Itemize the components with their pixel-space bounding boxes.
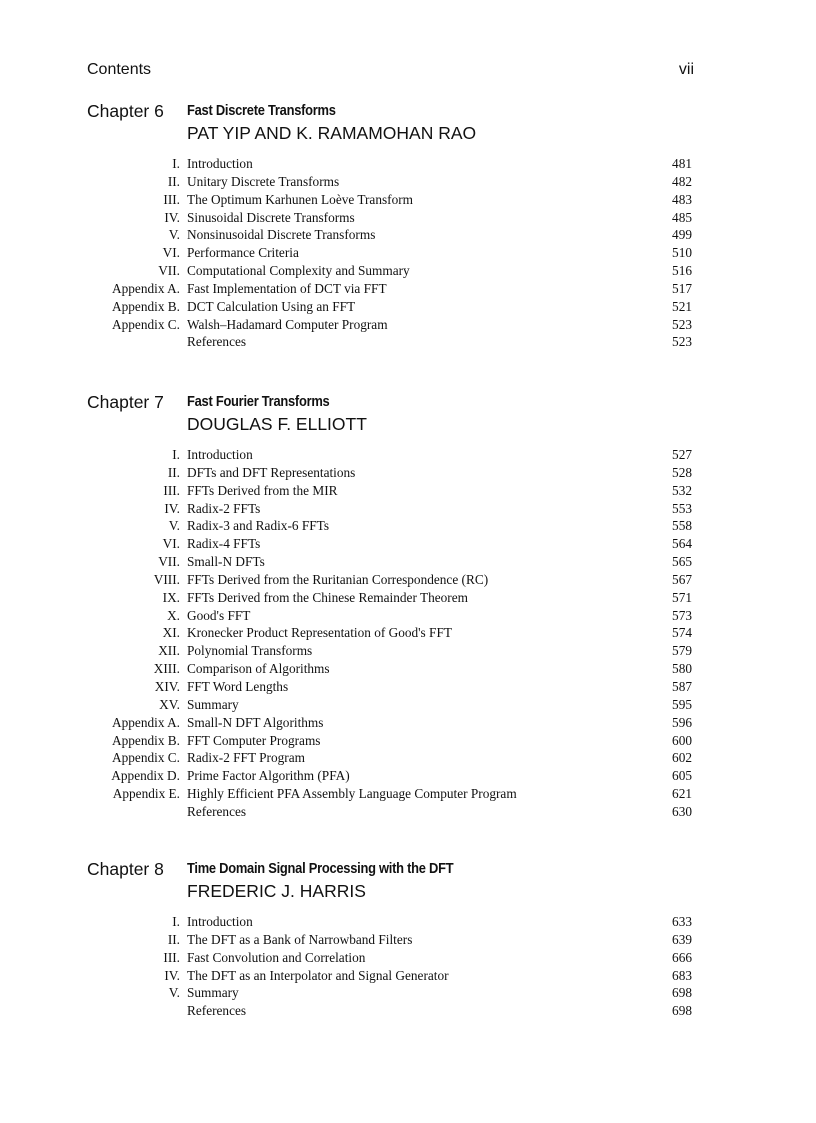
section-page-number: 579	[672, 643, 692, 659]
section-number: III.	[163, 949, 180, 965]
section-page-number: 521	[672, 298, 692, 314]
section-title: References	[187, 334, 247, 350]
section-title: FFTs Derived from the Ruritanian Correspondence (RC)	[187, 571, 489, 587]
section-title: Kronecker Product Representation of Good's FFT	[187, 625, 452, 641]
chapter-title: Time Domain Signal Processing with the DFT	[187, 860, 454, 877]
chapter-heading	[0, 101, 816, 149]
section-number: VI.	[162, 536, 180, 552]
chapter-section	[0, 392, 816, 821]
toc-entry	[0, 209, 816, 227]
toc-entry	[0, 500, 816, 518]
section-number: I.	[172, 914, 180, 929]
section-page-number: 510	[672, 245, 692, 261]
toc-entry	[0, 607, 816, 625]
section-page-number: 596	[672, 714, 692, 730]
section-page-number: 499	[672, 227, 692, 243]
section-page-number: 571	[672, 589, 692, 605]
section-number: Appendix A.	[112, 280, 180, 296]
toc-entry	[0, 298, 816, 316]
section-page-number: 605	[672, 768, 692, 784]
toc-entry	[0, 446, 816, 464]
page-number: vii	[678, 61, 694, 78]
section-number: IV.	[164, 500, 180, 516]
toc-entry	[0, 732, 816, 750]
section-number: Appendix D.	[111, 768, 180, 784]
section-page-number: 517	[672, 280, 692, 296]
section-title: Polynomial Transforms	[187, 643, 313, 659]
section-page-number: 574	[672, 625, 692, 641]
section-title: Highly Efficient PFA Assembly Language Computer Program	[187, 786, 517, 802]
toc-entry	[0, 1002, 816, 1020]
chapter-heading	[0, 392, 816, 440]
section-page-number: 532	[672, 482, 692, 498]
section-number: IV.	[164, 967, 180, 983]
section-title: Introduction	[187, 447, 253, 462]
section-title: Fast Convolution and Correlation	[187, 949, 366, 965]
chapter-section	[0, 859, 816, 1020]
section-title: FFTs Derived from the Chinese Remainder Theorem	[187, 589, 468, 605]
section-number: Appendix C.	[112, 750, 180, 766]
section-number: II.	[167, 173, 180, 189]
section-number: II.	[167, 464, 180, 480]
section-page-number: 565	[672, 554, 692, 570]
toc-entry	[0, 244, 816, 262]
section-title: The DFT as an Interpolator and Signal Generator	[187, 967, 449, 983]
section-page-number: 600	[672, 732, 692, 748]
chapter-title: Fast Fourier Transforms	[187, 393, 330, 410]
section-number: IV.	[164, 209, 180, 225]
toc-entry	[0, 535, 816, 553]
toc-entry	[0, 803, 816, 821]
section-page-number: 523	[672, 316, 692, 332]
section-title: Nonsinusoidal Discrete Transforms	[187, 227, 376, 243]
section-page-number: 483	[672, 191, 692, 207]
section-title: Sinusoidal Discrete Transforms	[187, 209, 355, 225]
section-page-number: 698	[672, 1003, 692, 1019]
toc-entry	[0, 642, 816, 660]
toc-entry	[0, 696, 816, 714]
section-title: DCT Calculation Using an FFT	[187, 298, 356, 314]
section-title: Radix-2 FFTs	[187, 500, 261, 516]
section-number: IX.	[162, 589, 180, 605]
toc-entry	[0, 984, 816, 1002]
section-number: VI.	[162, 245, 180, 261]
toc-entry	[0, 931, 816, 949]
toc-entry	[0, 967, 816, 985]
section-page-number: 666	[672, 949, 692, 965]
section-page-number: 639	[672, 931, 692, 947]
running-head-title: Contents	[87, 61, 152, 78]
section-title: The DFT as a Bank of Narrowband Filters	[187, 931, 413, 947]
toc-entry	[0, 280, 816, 298]
chapter-author: DOUGLAS F. ELLIOTT	[187, 414, 367, 434]
chapter-label: Chapter 7	[87, 392, 164, 412]
toc-entry	[0, 624, 816, 642]
section-title: Comparison of Algorithms	[187, 661, 330, 677]
section-number: XIV.	[154, 678, 180, 694]
toc-entry	[0, 155, 816, 173]
chapter-author: PAT YIP AND K. RAMAMOHAN RAO	[187, 123, 477, 143]
toc-entry	[0, 913, 816, 931]
section-title: References	[187, 1003, 247, 1019]
section-number: III.	[163, 482, 180, 498]
section-page-number: 567	[672, 571, 692, 587]
section-page-number: 621	[672, 786, 692, 802]
section-title: FFT Word Lengths	[187, 678, 289, 694]
section-number: V.	[168, 985, 180, 1001]
section-page-number: 523	[672, 334, 692, 350]
toc-entries	[0, 913, 816, 1020]
section-title: Computational Complexity and Summary	[187, 263, 410, 279]
section-number: V.	[168, 227, 180, 243]
toc-entry	[0, 333, 816, 351]
section-page-number: 481	[672, 156, 692, 171]
section-number: VII.	[158, 263, 180, 279]
section-title: Small-N DFTs	[187, 554, 265, 570]
section-title: Radix-2 FFT Program	[187, 750, 305, 766]
section-title: References	[187, 803, 247, 819]
section-number: Appendix E.	[112, 786, 180, 802]
section-page-number: 633	[672, 914, 692, 929]
section-title: Introduction	[187, 914, 253, 929]
section-title: Summary	[187, 985, 239, 1001]
toc-entry	[0, 678, 816, 696]
section-number: VII.	[158, 554, 180, 570]
section-page-number: 602	[672, 750, 692, 766]
section-number: I.	[172, 447, 180, 462]
section-page-number: 630	[672, 803, 692, 819]
toc-entry	[0, 553, 816, 571]
section-page-number: 595	[672, 696, 692, 712]
section-number: Appendix A.	[112, 714, 180, 730]
section-page-number: 558	[672, 518, 692, 534]
section-title: Small-N DFT Algorithms	[187, 714, 324, 730]
toc-entry	[0, 571, 816, 589]
toc-entry	[0, 767, 816, 785]
toc-entry	[0, 482, 816, 500]
section-page-number: 528	[672, 464, 692, 480]
section-title: Radix-3 and Radix-6 FFTs	[187, 518, 330, 534]
toc-entry	[0, 749, 816, 767]
running-head	[87, 61, 694, 83]
toc-entry	[0, 785, 816, 803]
section-page-number: 573	[672, 607, 692, 623]
toc-entry	[0, 191, 816, 209]
toc-entry	[0, 226, 816, 244]
section-title: Introduction	[187, 156, 253, 171]
section-number: X.	[167, 607, 180, 623]
section-title: Fast Implementation of DCT via FFT	[187, 280, 387, 296]
toc-entries	[0, 446, 816, 821]
section-number: VIII.	[153, 571, 180, 587]
chapter-label: Chapter 6	[87, 101, 164, 121]
section-page-number: 485	[672, 209, 692, 225]
section-number: Appendix B.	[112, 298, 180, 314]
section-page-number: 527	[672, 447, 692, 462]
chapter-author: FREDERIC J. HARRIS	[187, 881, 366, 901]
toc-entry	[0, 262, 816, 280]
section-page-number: 482	[672, 173, 692, 189]
section-number: XI.	[162, 625, 180, 641]
toc-entry	[0, 173, 816, 191]
toc-entry	[0, 517, 816, 535]
section-number: XIII.	[153, 661, 180, 677]
section-number: Appendix B.	[112, 732, 180, 748]
section-number: V.	[168, 518, 180, 534]
section-title: The Optimum Karhunen Loève Transform	[187, 191, 414, 207]
section-page-number: 683	[672, 967, 692, 983]
toc-entry	[0, 660, 816, 678]
section-title: Summary	[187, 696, 239, 712]
toc-entry	[0, 464, 816, 482]
section-number: II.	[167, 931, 180, 947]
toc-entry	[0, 316, 816, 334]
toc-entry	[0, 589, 816, 607]
section-title: Radix-4 FFTs	[187, 536, 261, 552]
section-page-number: 698	[672, 985, 692, 1001]
chapter-label: Chapter 8	[87, 859, 164, 879]
section-title: Prime Factor Algorithm (PFA)	[187, 768, 350, 784]
section-title: Good's FFT	[187, 607, 251, 623]
section-page-number: 587	[672, 678, 692, 694]
section-title: Performance Criteria	[187, 245, 299, 261]
chapter-section	[0, 101, 816, 351]
section-page-number: 564	[672, 536, 692, 552]
chapter-title: Fast Discrete Transforms	[187, 102, 336, 119]
chapter-heading	[0, 859, 816, 907]
toc-entry	[0, 949, 816, 967]
section-title: FFT Computer Programs	[187, 732, 321, 748]
section-title: Unitary Discrete Transforms	[187, 173, 340, 189]
toc-entry	[0, 714, 816, 732]
section-page-number: 516	[672, 263, 692, 279]
section-number: I.	[172, 156, 180, 171]
section-title: FFTs Derived from the MIR	[187, 482, 338, 498]
section-number: XII.	[158, 643, 180, 659]
section-page-number: 580	[672, 661, 692, 677]
toc-entries	[0, 155, 816, 351]
section-title: Walsh–Hadamard Computer Program	[187, 316, 388, 332]
section-number: III.	[163, 191, 180, 207]
section-number: Appendix C.	[112, 316, 180, 332]
section-number: XV.	[159, 696, 180, 712]
section-title: DFTs and DFT Representations	[187, 464, 356, 480]
section-page-number: 553	[672, 500, 692, 516]
